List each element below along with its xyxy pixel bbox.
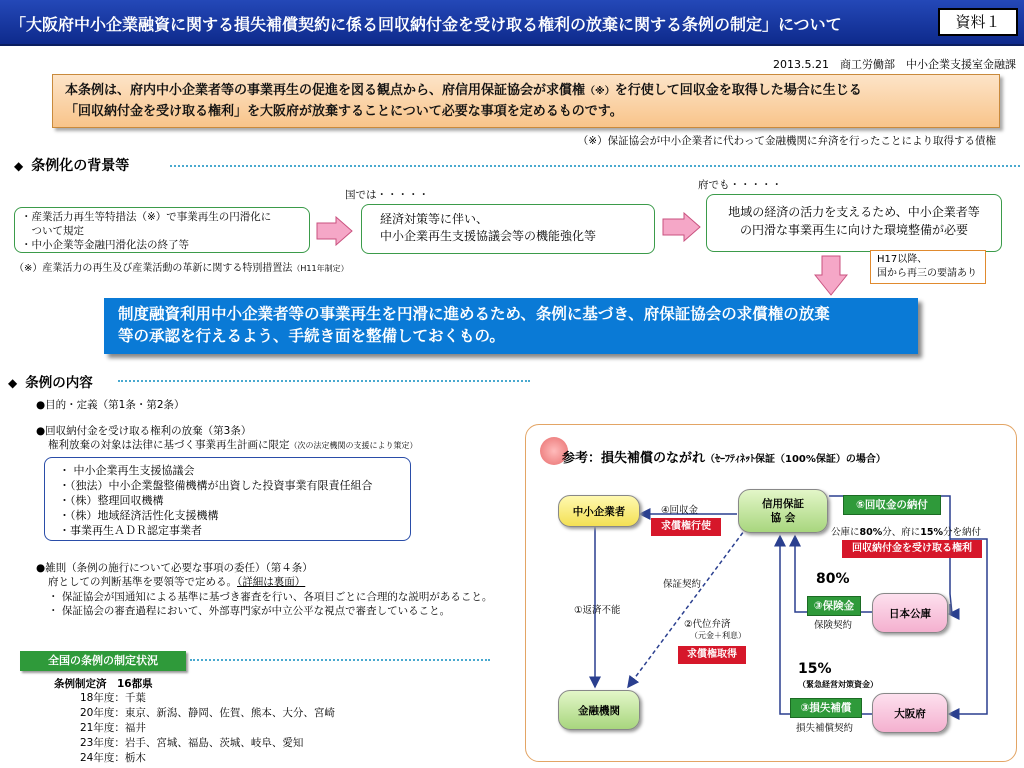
background-heading-text: 条例化の背景等 <box>31 158 130 174</box>
pct-15: 15% <box>798 661 832 677</box>
content-item-1: ●目的・定義（第1条・第2条） <box>36 399 185 411</box>
node-guarantee-line: 信用保証 <box>762 498 804 510</box>
background-box-national <box>361 204 655 254</box>
summary-line2: 「回収納付金を受け取る権利」を大阪府が放棄することについて必要な事項を定めるものです。 <box>65 104 623 119</box>
content-item-3-sub <box>48 575 305 589</box>
purpose-banner <box>104 298 918 354</box>
law-footnote-small: （H11年制定） <box>292 264 349 273</box>
h17-note <box>870 250 986 284</box>
node-jfc: 日本公庫 <box>872 593 948 633</box>
summary-line1b: を行使して回収金を取得した場合に生じる <box>614 83 862 98</box>
payment-note-15: 15% <box>920 527 944 538</box>
fu-label: 府でも・・・・・ <box>698 179 782 191</box>
box3-line: の円滑な事業再生に向けた環境整備が必要 <box>739 223 968 237</box>
divider <box>118 380 530 382</box>
content-heading <box>8 371 93 391</box>
diamond-icon: ◆ <box>8 376 18 390</box>
pct-80: 80% <box>816 571 850 587</box>
box1-line: ついて規定 <box>21 225 84 237</box>
law-footnote <box>14 259 349 274</box>
list-item: ・ 中小企業再生支援協議会 <box>59 464 195 477</box>
national-row: 24年度：栃木 <box>80 752 146 764</box>
national-row: 18年度：千葉 <box>80 692 146 704</box>
content-item-2: ●回収納付金を受け取る権利の放棄（第3条） <box>36 425 252 437</box>
node-guarantee-line: 協 会 <box>770 512 796 524</box>
national-row: 21年度：福井 <box>80 722 146 734</box>
summary-mark: （※） <box>585 86 615 97</box>
content-item-2-sub <box>48 438 418 453</box>
tag-hokenkin: ③保険金 <box>807 596 861 616</box>
details-reverse-link: （詳細は裏面） <box>237 576 306 588</box>
national-status-label: 全国の条例の制定状況 <box>20 651 186 671</box>
summary-footnote: （※）保証協会が中小企業者に代わって金融機関に弁済を行ったことにより取得する債権 <box>577 135 996 147</box>
background-heading <box>14 155 129 175</box>
list-item: ・事業再生ＡＤＲ認定事業者 <box>59 524 202 537</box>
kuni-label: 国では・・・・・ <box>345 189 429 201</box>
diamond-icon: ◆ <box>14 159 24 173</box>
divider <box>190 659 490 661</box>
label-hensai-funo: ①返済不能 <box>574 605 621 616</box>
box2-line: 経済対策等に伴い、 <box>380 212 489 226</box>
box1-line: ・産業活力再生等特措法（※）で事業再生の円滑化に <box>21 211 272 223</box>
item2-sub-text: 権利放棄の対象は法律に基づく事業再生計画に限定 <box>48 439 290 451</box>
tag-payment: ⑤回収金の納付 <box>843 495 941 515</box>
label-daii-bensai: ②代位弁済 <box>684 619 731 630</box>
tag-kyusho-koshi: 求償権行使 <box>651 518 721 536</box>
agency-list <box>44 457 411 541</box>
content-heading-text: 条例の内容 <box>25 375 93 391</box>
payment-note <box>831 524 981 538</box>
content-item-3-bullet: ・ 保証協会の審査過程において、外部専門家が中立公平な視点で審査していること。 <box>48 605 451 617</box>
right-arrow-icon <box>662 212 702 242</box>
list-item: ・（独法）中小企業盤整備機構が出資した投資事業有限責任組合 <box>59 479 373 492</box>
daii-small-text: （元金＋利息） <box>690 631 746 640</box>
law-footnote-text: （※）産業活力の再生及び産業活動の革新に関する特別措置法 <box>14 263 293 274</box>
node-sme: 中小企業者 <box>558 495 640 527</box>
tag-sonshitsu: ③損失補償 <box>790 698 862 718</box>
payment-note-80: 80% <box>859 527 883 538</box>
payment-note-text: 公庫に <box>831 527 860 538</box>
summary-box <box>52 74 1000 128</box>
box1-line: ・中小企業等金融円滑化法の終了等 <box>21 239 189 251</box>
banner-line: 等の承認を行えるよう、手続き面を整備しておくもの。 <box>118 327 505 345</box>
page-title: 「大阪府中小企業融資に関する損失補償契約に係る回収納付金を受け取る権利の放棄に関する条例の制定」について <box>10 15 842 34</box>
date-line: 2013.5.21 商工労働部 中小企業支援室金融課 <box>773 58 1016 71</box>
national-row: 20年度：東京、新潟、静岡、佐賀、熊本、大分、宮崎 <box>80 707 335 719</box>
h17-line: H17以降、 <box>877 254 928 265</box>
list-item: ・（株）整理回収機構 <box>59 494 164 507</box>
box3-line: 地域の経済の活力を支えるため、中小企業者等 <box>728 205 980 219</box>
label-daii-small <box>690 628 746 641</box>
content-item-3: ●雑則（条例の施行について必要な事項の委任）（第４条） <box>36 562 313 574</box>
item2-sub-small: （次の法定機関の支援により策定） <box>289 441 418 450</box>
document-number-badge: 資料１ <box>938 8 1018 36</box>
pct-15-note: （緊急経営対策資金） <box>798 680 878 689</box>
label-hoken-keiyaku: 保険契約 <box>814 620 853 631</box>
label-hosho-keiyaku: 保証契約 <box>663 579 702 590</box>
h17-line: 国から再三の要請あり <box>877 268 977 279</box>
title-bar <box>0 0 1024 46</box>
national-row: 23年度：岩手、宮城、福島、茨城、岐阜、愛知 <box>80 737 304 749</box>
tag-kyusho-shutoku: 求償権取得 <box>678 646 746 664</box>
node-bank: 金融機関 <box>558 690 640 730</box>
node-guarantee-association <box>738 489 828 533</box>
content-item-3-bullet: ・ 保証協会が国通知による基準に基づき審査を行い、各項目ごとに合理的な説明があること。 <box>48 591 493 603</box>
national-summary: 条例制定済 16都県 <box>54 678 153 690</box>
right-arrow-icon <box>316 216 354 246</box>
box2-line: 中小企業再生支援協議会等の機能強化等 <box>380 229 597 243</box>
payment-note-text: 分を納付 <box>943 527 982 538</box>
label-sonshitsu-keiyaku: 損失補償契約 <box>796 723 854 734</box>
list-item: ・（株）地域経済活性化支援機構 <box>59 509 219 522</box>
banner-line: 制度融資利用中小企業者等の事業再生を円滑に進めるため、条例に基づき、府保証協会の求償権の放棄 <box>118 305 830 323</box>
reference-title-sub: （ｾｰﾌﾃｨﾈｯﾄ保証（100%保証）の場合） <box>705 454 886 465</box>
reference-title-text: 参考：損失補償のながれ <box>562 451 706 466</box>
summary-line1a: 本条例は、府内中小企業者等の事業再生の促進を図る観点から、府信用保証協会が求償権 <box>65 83 586 98</box>
item3-sub-text: 府としての判断基準を要領等で定める。 <box>48 576 237 588</box>
divider <box>170 165 1020 167</box>
label-kaishu: ④回収金 <box>661 505 699 516</box>
background-box-law <box>14 207 310 253</box>
down-arrow-icon <box>814 255 848 297</box>
background-box-osaka <box>706 194 1002 252</box>
node-osaka: 大阪府 <box>872 693 948 733</box>
tag-right-to-receive: 回収納付金を受け取る権利 <box>842 540 982 558</box>
payment-note-text: 分、府に <box>882 527 921 538</box>
